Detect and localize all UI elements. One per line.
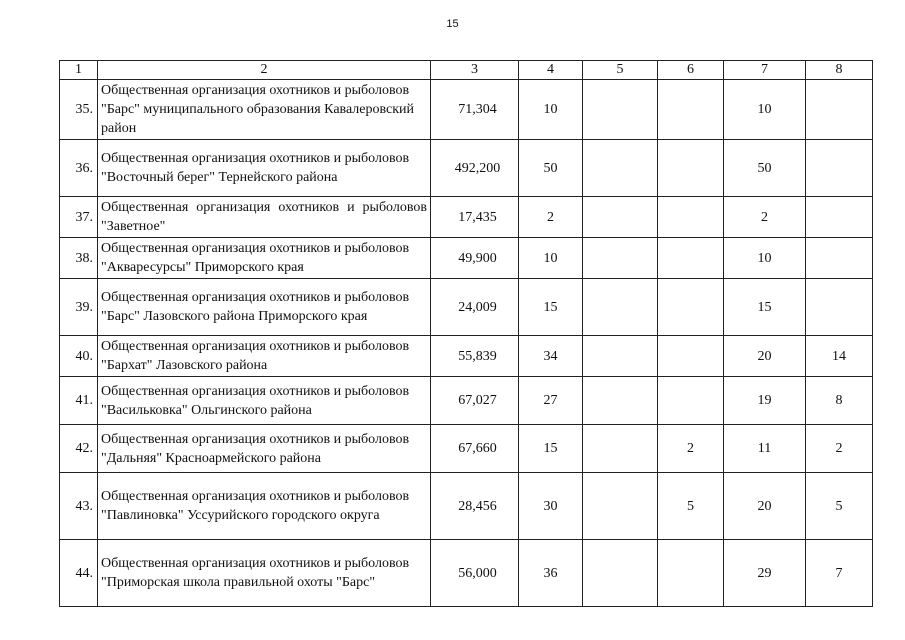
- hunting-organizations-table: [59, 60, 873, 607]
- col-4-cell: 27: [519, 377, 583, 425]
- col-6-cell: [658, 197, 724, 238]
- table-row: [60, 425, 873, 473]
- col-8-cell: [806, 238, 873, 279]
- area-cell: 67,027: [431, 377, 519, 425]
- col-7-cell: 19: [724, 377, 806, 425]
- organization-name-cell: Общественная организация охотников и рыболовов "Павлиновка" Уссурийского городского округа: [98, 473, 431, 540]
- col-7-cell: 50: [724, 140, 806, 197]
- table-row: [60, 377, 873, 425]
- col-4-cell: 10: [519, 80, 583, 140]
- col-8-cell: [806, 80, 873, 140]
- col-6-cell: [658, 336, 724, 377]
- col-5-cell: [583, 425, 658, 473]
- col-4-cell: 34: [519, 336, 583, 377]
- row-number-cell: 41.: [60, 377, 98, 425]
- col-7-cell: 20: [724, 336, 806, 377]
- col-5-cell: [583, 238, 658, 279]
- header-cell-5: 5: [583, 61, 658, 80]
- organization-name-cell: Общественная организация охотников и рыболовов "Бархат" Лазовского района: [98, 336, 431, 377]
- col-8-cell: [806, 279, 873, 336]
- header-cell-7: 7: [724, 61, 806, 80]
- organization-name-cell: Общественная организация охотников и рыболовов "Васильковка" Ольгинского района: [98, 377, 431, 425]
- col-7-cell: 20: [724, 473, 806, 540]
- organization-name-cell: Общественная организация охотников и рыболовов "Барс" Лазовского района Приморского края: [98, 279, 431, 336]
- col-7-cell: 10: [724, 238, 806, 279]
- row-number-cell: 40.: [60, 336, 98, 377]
- area-cell: 67,660: [431, 425, 519, 473]
- col-4-cell: 50: [519, 140, 583, 197]
- col-6-cell: [658, 140, 724, 197]
- col-7-cell: 29: [724, 540, 806, 607]
- table-row: [60, 140, 873, 197]
- area-cell: 24,009: [431, 279, 519, 336]
- row-number-cell: 43.: [60, 473, 98, 540]
- header-cell-4: 4: [519, 61, 583, 80]
- row-number-cell: 39.: [60, 279, 98, 336]
- col-7-cell: 15: [724, 279, 806, 336]
- table-row: [60, 473, 873, 540]
- col-8-cell: 8: [806, 377, 873, 425]
- header-cell-8: 8: [806, 61, 873, 80]
- area-cell: 71,304: [431, 80, 519, 140]
- col-6-cell: [658, 80, 724, 140]
- col-5-cell: [583, 197, 658, 238]
- table-row: [60, 540, 873, 607]
- col-8-cell: 5: [806, 473, 873, 540]
- col-5-cell: [583, 377, 658, 425]
- organization-name-cell: Общественная организация охотников и рыболовов "Дальняя" Красноармейского района: [98, 425, 431, 473]
- row-number-cell: 44.: [60, 540, 98, 607]
- table-row: [60, 279, 873, 336]
- col-7-cell: 11: [724, 425, 806, 473]
- col-4-cell: 36: [519, 540, 583, 607]
- col-6-cell: 5: [658, 473, 724, 540]
- area-cell: 49,900: [431, 238, 519, 279]
- col-8-cell: 7: [806, 540, 873, 607]
- col-8-cell: [806, 140, 873, 197]
- area-cell: 56,000: [431, 540, 519, 607]
- col-6-cell: [658, 377, 724, 425]
- table-row: [60, 197, 873, 238]
- row-number-cell: 36.: [60, 140, 98, 197]
- header-cell-6: 6: [658, 61, 724, 80]
- header-cell-2: 2: [98, 61, 431, 80]
- table-row: [60, 238, 873, 279]
- col-5-cell: [583, 473, 658, 540]
- col-8-cell: 14: [806, 336, 873, 377]
- area-cell: 28,456: [431, 473, 519, 540]
- area-cell: 492,200: [431, 140, 519, 197]
- table-body: [60, 61, 873, 607]
- col-6-cell: [658, 279, 724, 336]
- area-cell: 55,839: [431, 336, 519, 377]
- col-5-cell: [583, 80, 658, 140]
- col-4-cell: 15: [519, 279, 583, 336]
- organization-name-cell: Общественная организация охотников и рыболовов "Заветное": [98, 197, 431, 238]
- page-number: 15: [446, 18, 459, 30]
- col-7-cell: 2: [724, 197, 806, 238]
- organization-name-cell: Общественная организация охотников и рыболовов "Акваресурсы" Приморского края: [98, 238, 431, 279]
- col-6-cell: [658, 238, 724, 279]
- col-7-cell: 10: [724, 80, 806, 140]
- col-5-cell: [583, 140, 658, 197]
- col-6-cell: [658, 540, 724, 607]
- organization-name-cell: Общественная организация охотников и рыболовов "Восточный берег" Тернейского района: [98, 140, 431, 197]
- organization-name-cell: Общественная организация охотников и рыболовов "Барс" муниципального образования Кавалеровский район: [98, 80, 431, 140]
- col-8-cell: [806, 197, 873, 238]
- col-4-cell: 15: [519, 425, 583, 473]
- header-cell-3: 3: [431, 61, 519, 80]
- header-row: [60, 61, 873, 80]
- col-4-cell: 2: [519, 197, 583, 238]
- organization-name-cell: Общественная организация охотников и рыболовов "Приморская школа правильной охоты "Барс": [98, 540, 431, 607]
- col-4-cell: 10: [519, 238, 583, 279]
- col-6-cell: 2: [658, 425, 724, 473]
- table-row: [60, 80, 873, 140]
- col-5-cell: [583, 540, 658, 607]
- col-5-cell: [583, 336, 658, 377]
- row-number-cell: 42.: [60, 425, 98, 473]
- table-row: [60, 336, 873, 377]
- area-cell: 17,435: [431, 197, 519, 238]
- col-4-cell: 30: [519, 473, 583, 540]
- col-8-cell: 2: [806, 425, 873, 473]
- row-number-cell: 35.: [60, 80, 98, 140]
- header-cell-1: 1: [60, 61, 98, 80]
- col-5-cell: [583, 279, 658, 336]
- row-number-cell: 37.: [60, 197, 98, 238]
- row-number-cell: 38.: [60, 238, 98, 279]
